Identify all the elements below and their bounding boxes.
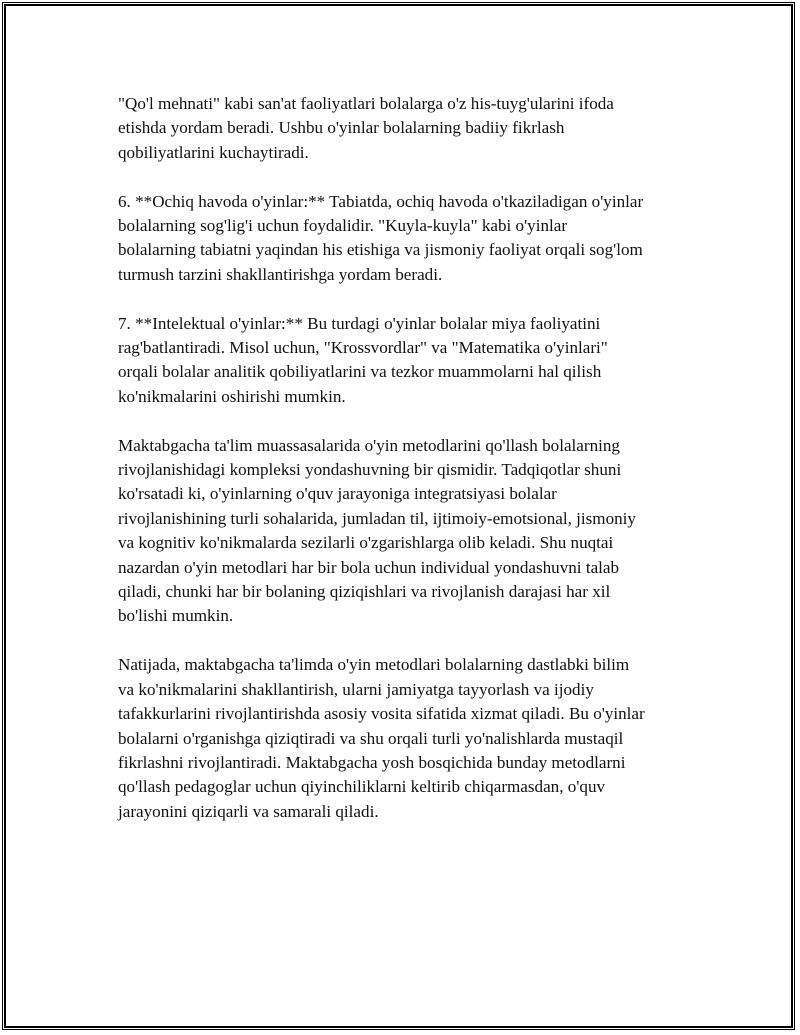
paragraph-intellectual-games: 7. **Intelektual o'yinlar:** Bu turdagi o'yinlar bolalar miya faoliyatini rag'batlantiradi. Misol uchun, "Krossvordlar" va "Matematika o'yinlari" orqali bolalar analitik qobiliyatlarini va tezkor muammolarni hal qilish ko'nikmalarini oshirishi mumkin. — [118, 313, 608, 406]
paragraph-preschool-methods: Maktabgacha ta'lim muassasalarida o'yin metodlarini qo'llash bolalarning rivojlanishidagi kompleksi yondashuvning bir qismidir. Tadqiqotlar shuni ko'rsatadi ki, o'yinlarning o'quv jarayoniga integratsiyasi bolalar rivojlanishining turli sohalarida, jumladan til, ijtimoiy-emotsional, jismoniy va kognitiv ko'nikmalarda sezilarli o'zgarishlarga olib keladi. Shu nuqtai nazardan o'yin metodlari har bir bola uchun individual yondashuvni talab qiladi, chunki har bir bolaning qiziqishlari va rivojlanish darajasi har xil bo'lishi mumkin. — [118, 435, 636, 626]
document-body — [118, 92, 698, 849]
paragraph-outdoor-games: 6. **Ochiq havoda o'yinlar:** Tabiatda, ochiq havoda o'tkaziladigan o'yinlar bolalarning sog'lig'i uchun foydalidir. "Kuyla-kuyla" kabi o'yinlar bolalarning tabiatni yaqindan his etishiga va jismoniy faoliyat orqali sog'lom turmush tarzini shakllantirishga yordam beradi. — [118, 191, 644, 284]
paragraph-art-activities: "Qo'l mehnati" kabi san'at faoliyatlari bolalarga o'z his-tuyg'ularini ifoda etishda yordam beradi. Ushbu o'yinlar bolalarning badiiy fikrlash qobiliyatlarini kuchaytiradi. — [118, 94, 614, 162]
paragraph-conclusion: Natijada, maktabgacha ta'limda o'yin metodlari bolalarning dastlabki bilim va ko'nikmalarini shakllantirish, ularni jamiyatga tayyorlash va ijodiy tafakkurlarini rivojlantirishda asosiy vosita sifatida xizmat qiladi. Bu o'yinlar bolalarni o'rganishga qiziqtiradi va shu orqali turli yo'nalishlarda mustaqil fikrlashni rivojlantiradi. Maktabgacha yosh bosqichida bunday metodlarni qo'llash pedagoglar uchun qiyinchiliklarni keltirib chiqarmasdan, o'quv jarayonini qiziqarli va samarali qiladi. — [118, 655, 645, 821]
